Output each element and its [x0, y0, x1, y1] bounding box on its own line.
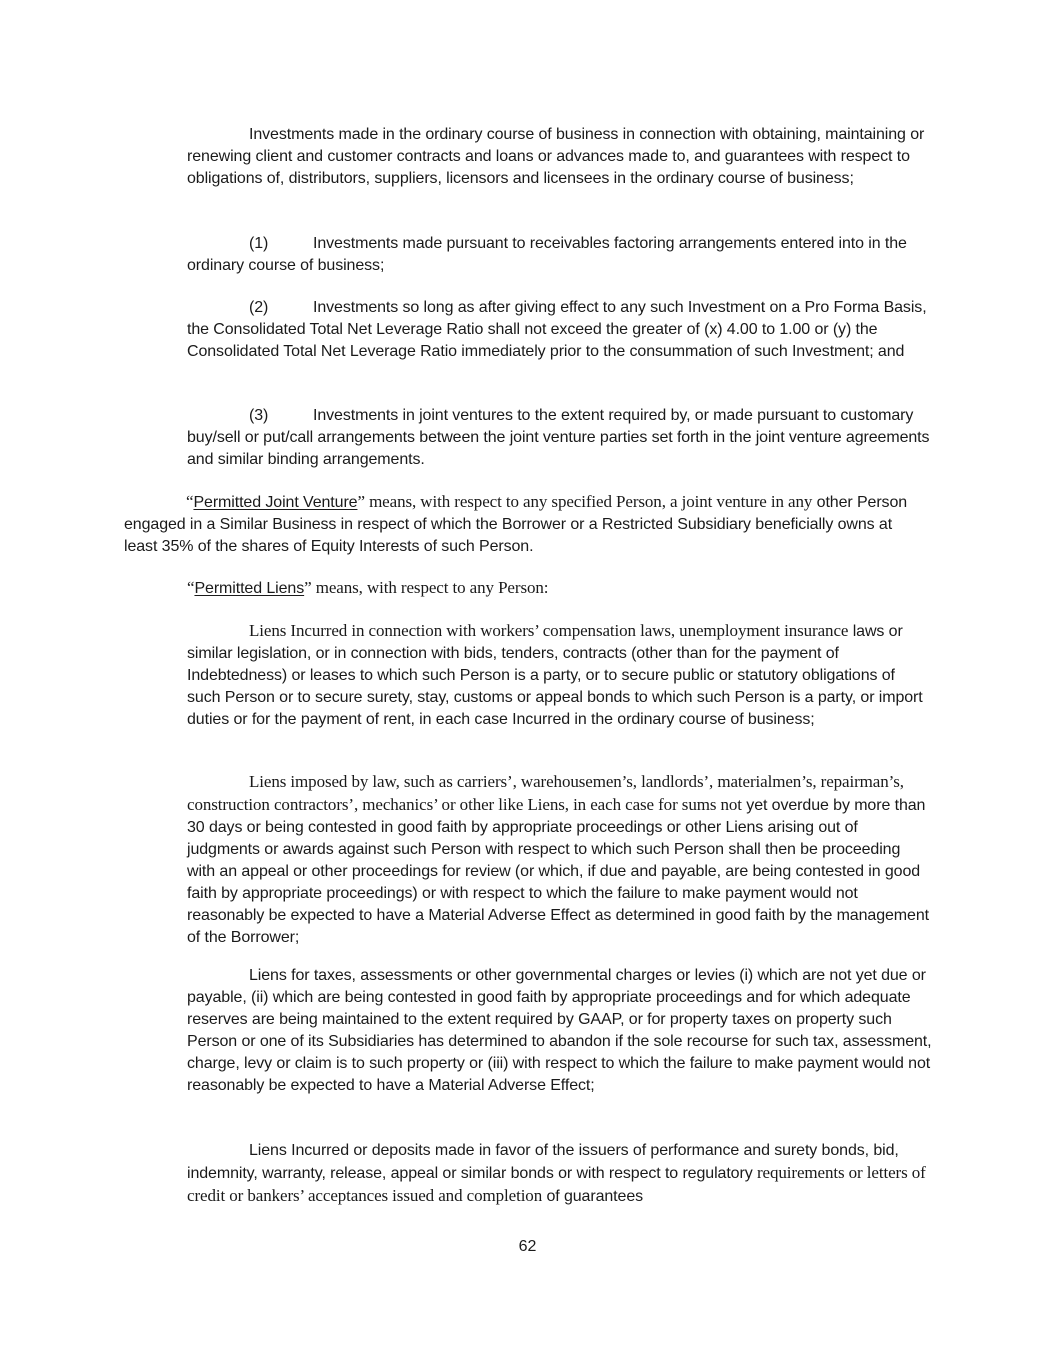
item-number: (3) — [249, 407, 269, 424]
paragraph-liens-imposed-by-law: Liens imposed by law, such as carriers’, warehousemen’s, landlords’, materialmen’s, repairman’s, construction contractors’, mechanics’ or other like Liens, in each case for sums not yet overdue by more than 30 days or being contested in good faith by appropriate proceedings or other Liens arising out of judgments or awards against such Person with respect to which such Person shall then be proceeding with an appeal or other proceedings for review (or which, if due and payable, are being contested in good faith by appropriate proceedings) or with respect to which the failure to make payment would not reasonably be expected to have a Material Adverse Effect as determined in good faith by the management of the Borrower; — [187, 772, 929, 946]
defined-term: Permitted Joint Venture — [193, 494, 358, 511]
paragraph-liens-deposits: Liens Incurred or deposits made in favor of the issuers of performance and surety bonds, bid, indemnity, warranty, release, appeal or similar bonds or with respect to regulatory requirements or letters of credit or bankers’ acceptances issued and completion of guarantees — [187, 1142, 926, 1205]
definition-permitted-joint-venture: “Permitted Joint Venture” means, with respect to any specified Person, a joint venture in any other Person engaged in a Similar Business in respect of which the Borrower or a Restricted Subsidiary beneficially owns at least 35% of the shares of Equity Interests of such Person. — [124, 492, 908, 555]
paragraph-item-2: (2) Investments so long as after giving effect to any such Investment on a Pro Forma Basis, the Consolidated Total Net Leverage Ratio shall not exceed the greater of (x) 4.00 to 1.00 or (y) the Consolidated Total Net Leverage Ratio immediately prior to the consummation of such Investment; and — [187, 299, 927, 360]
paragraph-item-1: (1) Investments made pursuant to receivables factoring arrangements entered into in the ordinary course of business; — [187, 235, 907, 274]
paragraph-ordinary-course-investments: Investments made in the ordinary course of business in connection with obtaining, maintaining or renewing client and customer contracts and loans or advances made to, and guarantees with respect to obligations of, distributors, suppliers, licensors and licensees in the ordinary course of business; — [187, 126, 925, 187]
paragraph-liens-for-taxes: Liens for taxes, assessments or other governmental charges or levies (i) which are not yet due or payable, (ii) which are being contested in good faith by appropriate proceedings and for which adequate reserves are being maintained to the extent required by GAAP, or for property taxes on property such Person or one of its Subsidiaries has determined to abandon if the sole recourse for such tax, assessment, charge, levy or claim is to such property or (iii) with respect to which the failure to make payment would not reasonably be expected to have a Material Adverse Effect; — [187, 967, 932, 1094]
page-number: 62 — [518, 1238, 537, 1255]
definition-permitted-liens: “Permitted Liens” means, with respect to any Person: — [187, 578, 549, 597]
defined-term: Permitted Liens — [194, 580, 305, 597]
item-number: (2) — [249, 299, 269, 316]
item-number: (1) — [249, 235, 269, 252]
paragraph-item-3: (3) Investments in joint ventures to the extent required by, or made pursuant to customary buy/sell or put/call arrangements between the joint venture parties set forth in the joint venture agreements and similar binding arrangements. — [187, 407, 930, 468]
paragraph-liens-workers-compensation: Liens Incurred in connection with workers’ compensation laws, unemployment insurance laws or similar legislation, or in connection with bids, tenders, contracts (other than for the payment of Indebtedness) or leases to which such Person is a party, or to secure public or statutory obligations of such Person or to secure surety, stay, customs or appeal bonds to which such Person is a party, or import duties or for the payment of rent, in each case Incurred in the ordinary course of business; — [187, 621, 923, 728]
